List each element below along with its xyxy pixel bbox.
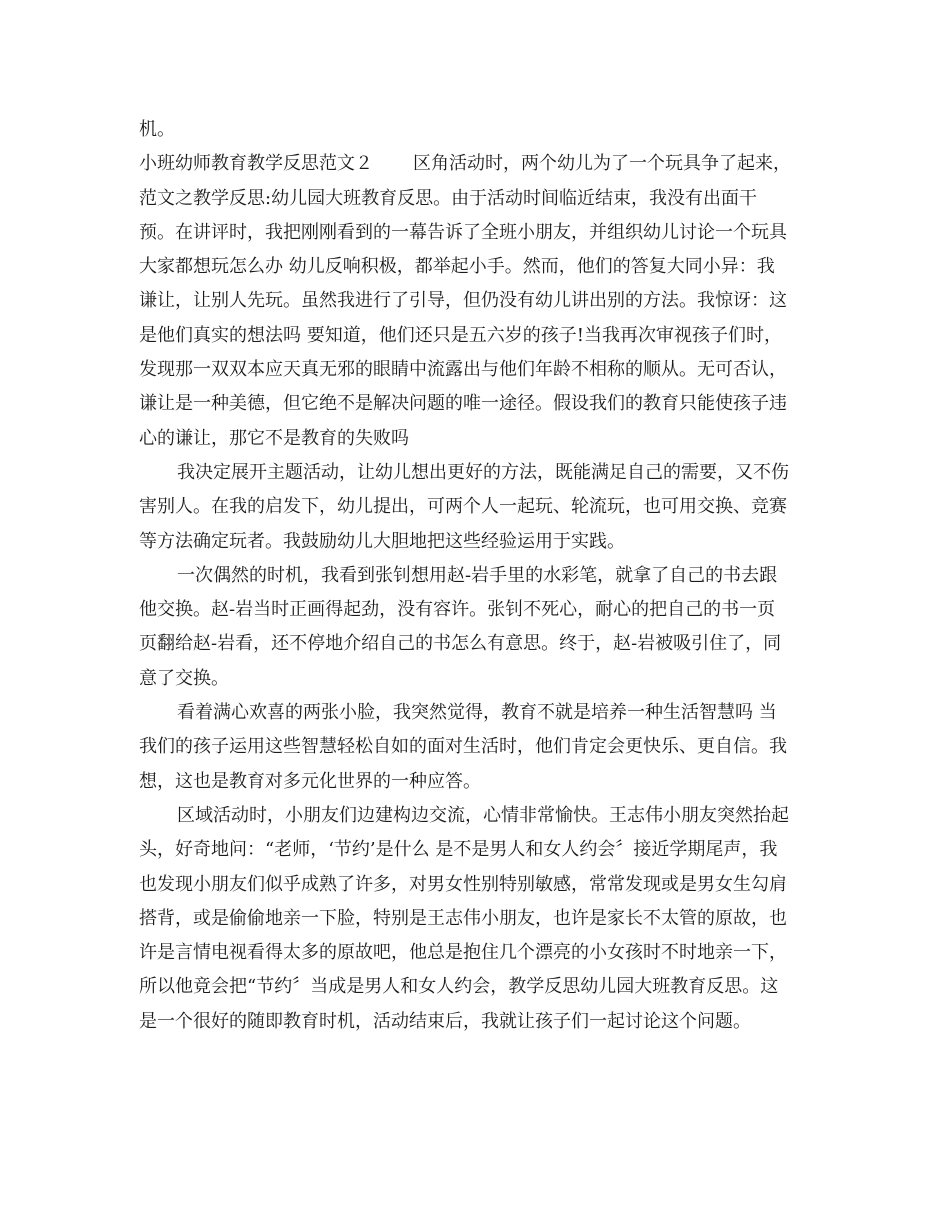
text-line: 意了交换。 bbox=[139, 667, 229, 689]
text-line: 是他们真实的想法吗 要知道，他们还只是五六岁的孩子!当我再次审视孩子们时， bbox=[139, 324, 782, 346]
document-body bbox=[139, 113, 815, 1039]
text-line: 许是言情电视看得太多的原故吧，他总是抱住几个漂亮的小女孩时不时地亲一下， bbox=[139, 942, 787, 964]
text-line: 想，这也是教育对多元化世界的一种应答。 bbox=[139, 770, 481, 792]
text-line: 害别人。在我的启发下，幼儿提出，可两个人一起玩、轮流玩，也可用交换、竞赛 bbox=[139, 496, 787, 518]
text-line: 我们的孩子运用这些智慧轻松自如的面对生活时，他们肯定会更快乐、更自信。我 bbox=[139, 736, 787, 758]
text-line: 区域活动时，小朋友们边建构边交流，心情非常愉快。王志伟小朋友突然抬起 bbox=[177, 804, 789, 826]
text-line: 等方法确定玩者。我鼓励幼儿大胆地把这些经验运用于实践。 bbox=[139, 530, 625, 552]
text-line: 发现那一双双本应天真无邪的眼睛中流露出与他们年龄不相称的顺从。无可否认， bbox=[139, 359, 787, 381]
text-line: 谦让，让别人先玩。虽然我进行了引导，但仍没有幼儿讲出别的方法。我惊讶：这 bbox=[139, 290, 787, 312]
text-line: 所以他竟会把“节约〞当成是男人和女人约会，教学反思幼儿园大班教育反思。这 bbox=[139, 976, 779, 998]
text-line: 谦让是一种美德，但它绝不是解决问题的唯一途径。假设我们的教育只能使孩子违 bbox=[139, 393, 787, 415]
text-line: 他交换。赵-岩当时正画得起劲，没有容许。张钊不死心，耐心的把自己的书一页 bbox=[139, 599, 776, 621]
text-line: 预。在讲评时，我把刚刚看到的一幕告诉了全班小朋友，并组织幼儿讨论一个玩具 bbox=[139, 221, 787, 243]
text-line: 心的谦让，那它不是教育的失败吗 bbox=[139, 427, 409, 449]
text-fragment: 区角活动时，两个幼儿为了一个玩具争了起来， bbox=[413, 153, 791, 175]
text-line: 看着满心欢喜的两张小脸，我突然觉得，教育不就是培养一种生活智慧吗 当 bbox=[177, 702, 777, 724]
text-line: 范文之教学反思:幼儿园大班教育反思。由于活动时间临近结束，我没有出面干 bbox=[139, 187, 758, 209]
text-line bbox=[139, 147, 815, 181]
text-line: 头，好奇地问：“老师，‘节约’是什么 是不是男人和女人约会〞接近学期尾声，我 bbox=[139, 839, 778, 861]
text-line: 机。 bbox=[139, 119, 175, 140]
section-title: 小班幼师教育教学反思范文２ bbox=[139, 153, 373, 175]
text-line: 大家都想玩怎么办 幼儿反响积极，都举起小手。然而，他们的答复大同小异：我 bbox=[139, 256, 775, 278]
text-line: 页翻给赵-岩看，还不停地介绍自己的书怎么有意思。终于，赵-岩被吸引住了，同 bbox=[139, 633, 782, 655]
text-line: 是一个很好的随即教育时机，活动结束后，我就让孩子们一起讨论这个问题。 bbox=[139, 1010, 751, 1032]
text-line: 一次偶然的时机，我看到张钊想用赵-岩手里的水彩笔，就拿了自己的书去跟 bbox=[177, 564, 778, 586]
text-line: 我决定展开主题活动，让幼儿想出更好的方法，既能满足自己的需要，又不伤 bbox=[177, 461, 789, 483]
text-line: 也发现小朋友们似乎成熟了许多，对男女性别特别敏感，常常发现或是男女生勾肩 bbox=[139, 873, 787, 895]
text-line: 搭背，或是偷偷地亲一下脸，特别是王志伟小朋友，也许是家长不太管的原故，也 bbox=[139, 907, 787, 929]
